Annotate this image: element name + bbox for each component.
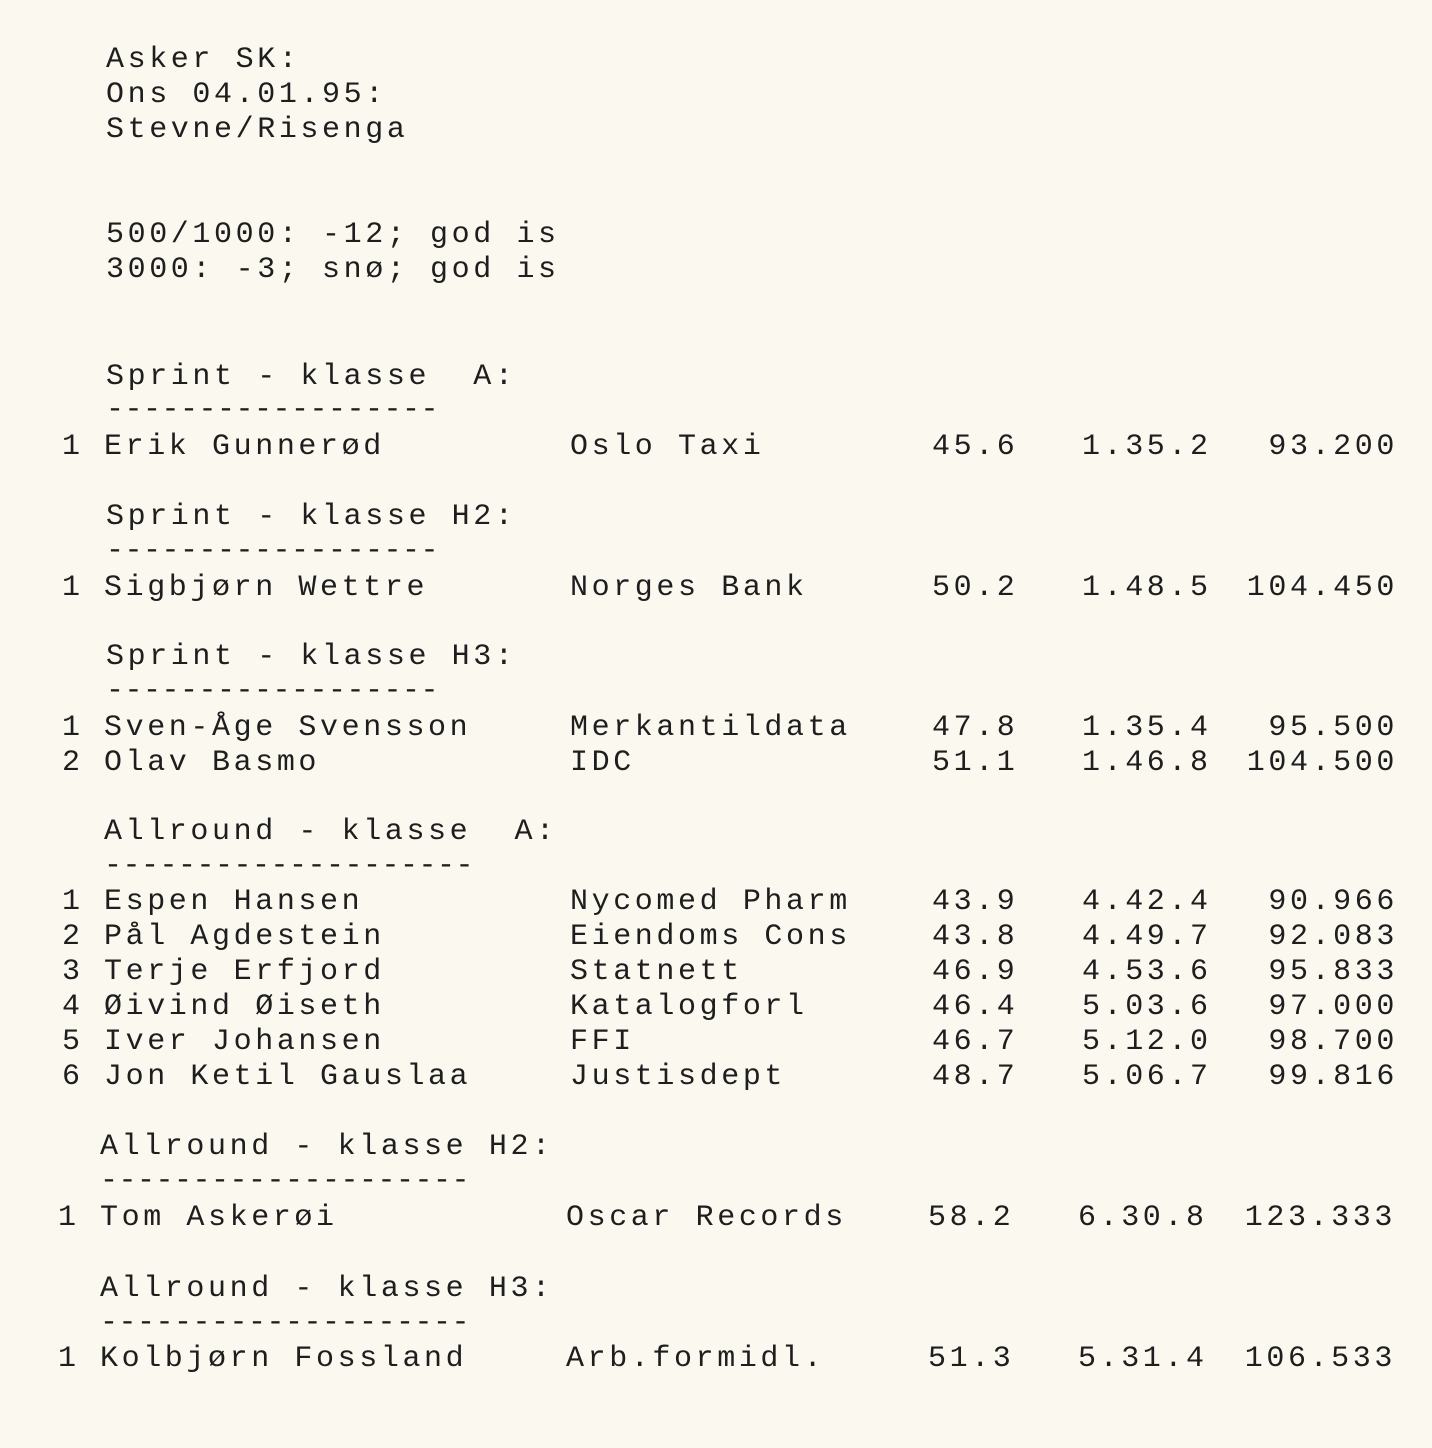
section-title: Sprint - klasse A: [106, 360, 517, 394]
rank: 1 [62, 885, 84, 919]
points: 106.533 [1244, 1342, 1396, 1376]
time-second-distance: 4.49.7 [1082, 920, 1212, 954]
time-500: 58.2 [928, 1201, 1015, 1235]
section-underline: -------------------- [100, 1164, 471, 1198]
conditions-line-2: 3000: -3; snø; god is [106, 253, 560, 287]
time-second-distance: 4.53.6 [1082, 955, 1212, 989]
rank: 1 [62, 430, 84, 464]
skater-name: Tom Askerøi [100, 1201, 338, 1235]
section-title: Allround - klasse H3: [100, 1272, 554, 1306]
result-row [0, 1342, 1432, 1377]
section-underline: -------------------- [104, 849, 475, 883]
club-name: Justisdept [570, 1060, 787, 1094]
result-row [0, 1025, 1432, 1060]
club-name: Nycomed Pharm [570, 885, 851, 919]
rank: 2 [62, 920, 84, 954]
time-500: 46.9 [932, 955, 1019, 989]
skater-name: Pål Agdestein [104, 920, 385, 954]
result-row [0, 711, 1432, 746]
club-name: Oscar Records [566, 1201, 847, 1235]
points: 123.333 [1244, 1201, 1396, 1235]
result-row [0, 746, 1432, 781]
rank: 3 [62, 955, 84, 989]
time-500: 47.8 [932, 711, 1019, 745]
skater-name: Olav Basmo [104, 746, 321, 780]
time-second-distance: 5.03.6 [1082, 990, 1212, 1024]
time-500: 45.6 [932, 430, 1019, 464]
club-name: Statnett [570, 955, 743, 989]
event-venue: Stevne/Risenga [106, 113, 409, 147]
club-name: IDC [570, 746, 635, 780]
skater-name: Terje Erfjord [104, 955, 385, 989]
skater-name: Erik Gunnerød [104, 430, 385, 464]
rank: 1 [62, 711, 84, 745]
time-500: 51.3 [928, 1342, 1015, 1376]
result-row [0, 920, 1432, 955]
result-row [0, 571, 1432, 606]
time-second-distance: 5.31.4 [1078, 1342, 1208, 1376]
time-second-distance: 4.42.4 [1082, 885, 1212, 919]
time-second-distance: 1.46.8 [1082, 746, 1212, 780]
points: 98.700 [1268, 1025, 1398, 1059]
time-500: 46.7 [932, 1025, 1019, 1059]
skater-name: Iver Johansen [104, 1025, 385, 1059]
section-underline: -------------------- [100, 1306, 471, 1340]
time-500: 51.1 [932, 746, 1019, 780]
result-row [0, 990, 1432, 1025]
time-500: 48.7 [932, 1060, 1019, 1094]
rank: 6 [62, 1060, 84, 1094]
section-underline: ------------------ [106, 393, 440, 427]
points: 104.500 [1246, 746, 1398, 780]
points: 95.833 [1268, 955, 1398, 989]
rank: 4 [62, 990, 84, 1024]
section-title: Allround - klasse H2: [100, 1130, 554, 1164]
club-title: Asker SK: [106, 43, 301, 77]
time-second-distance: 5.06.7 [1082, 1060, 1212, 1094]
result-row [0, 885, 1432, 920]
section-title: Sprint - klasse H3: [106, 640, 517, 674]
section-underline: ------------------ [106, 534, 440, 568]
skater-name: Øivind Øiseth [104, 990, 385, 1024]
skater-name: Kolbjørn Fossland [100, 1342, 468, 1376]
club-name: Norges Bank [570, 571, 808, 605]
skater-name: Jon Ketil Gauslaa [104, 1060, 472, 1094]
result-row [0, 955, 1432, 990]
points: 99.816 [1268, 1060, 1398, 1094]
section-title: Allround - klasse A: [104, 815, 558, 849]
rank: 1 [58, 1342, 80, 1376]
section-underline: ------------------ [106, 674, 440, 708]
time-second-distance: 5.12.0 [1082, 1025, 1212, 1059]
club-name: Merkantildata [570, 711, 851, 745]
result-row [0, 1201, 1432, 1236]
time-500: 43.9 [932, 885, 1019, 919]
time-second-distance: 1.35.4 [1082, 711, 1212, 745]
club-name: Oslo Taxi [570, 430, 765, 464]
time-500: 50.2 [932, 571, 1019, 605]
result-row [0, 1060, 1432, 1095]
rank: 1 [58, 1201, 80, 1235]
points: 95.500 [1268, 711, 1398, 745]
rank: 5 [62, 1025, 84, 1059]
club-name: Eiendoms Cons [570, 920, 851, 954]
section-title: Sprint - klasse H2: [106, 500, 517, 534]
points: 97.000 [1268, 990, 1398, 1024]
skater-name: Sigbjørn Wettre [104, 571, 429, 605]
club-name: FFI [570, 1025, 635, 1059]
skater-name: Sven-Åge Svensson [104, 711, 472, 745]
conditions-line-1: 500/1000: -12; god is [106, 218, 560, 252]
time-500: 46.4 [932, 990, 1019, 1024]
time-second-distance: 6.30.8 [1078, 1201, 1208, 1235]
rank: 1 [62, 571, 84, 605]
points: 92.083 [1268, 920, 1398, 954]
club-name: Arb.formidl. [566, 1342, 826, 1376]
points: 93.200 [1268, 430, 1398, 464]
result-row [0, 430, 1432, 465]
time-second-distance: 1.35.2 [1082, 430, 1212, 464]
points: 104.450 [1246, 571, 1398, 605]
club-name: Katalogforl [570, 990, 808, 1024]
event-date: Ons 04.01.95: [106, 78, 387, 112]
rank: 2 [62, 746, 84, 780]
time-500: 43.8 [932, 920, 1019, 954]
points: 90.966 [1268, 885, 1398, 919]
skater-name: Espen Hansen [104, 885, 364, 919]
time-second-distance: 1.48.5 [1082, 571, 1212, 605]
